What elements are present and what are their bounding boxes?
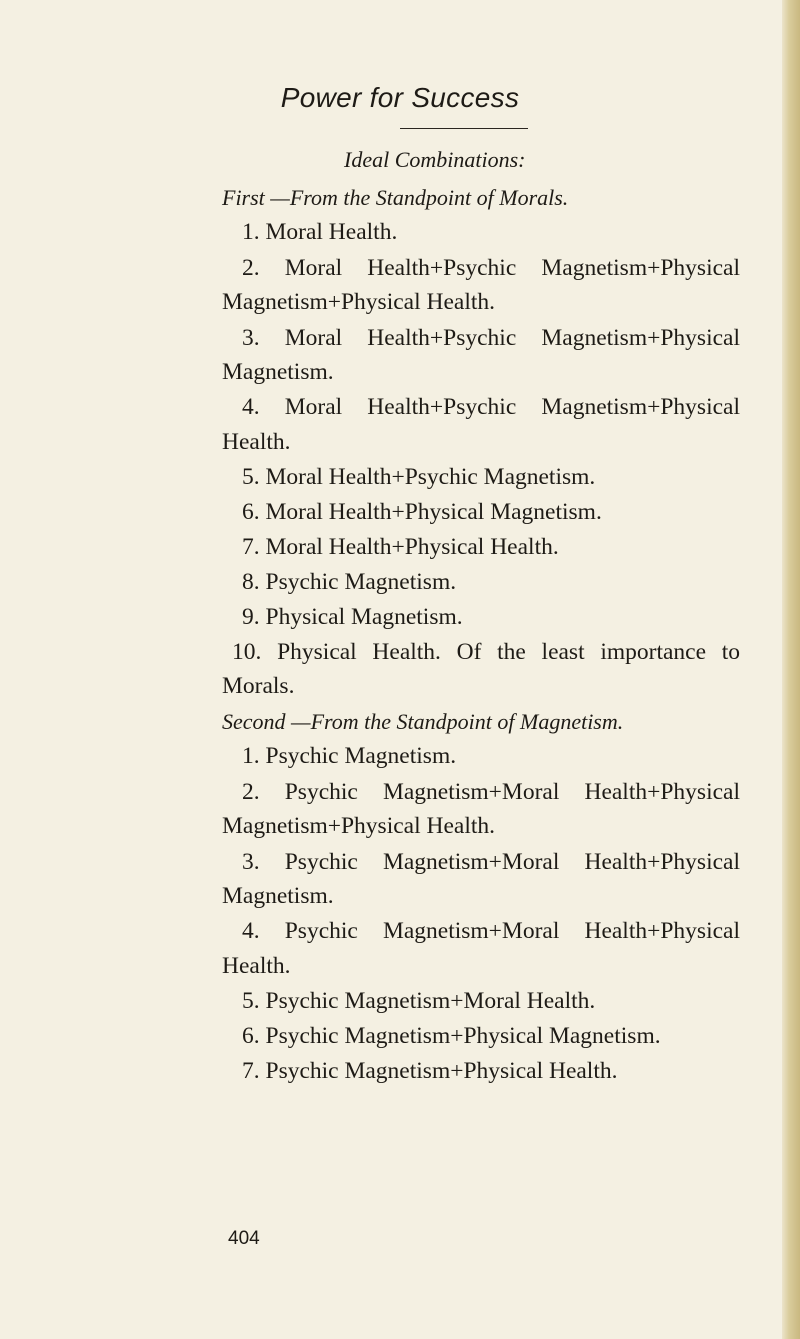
list-item-continuation: Health. [222, 429, 291, 455]
list-item: 6. Moral Health+Physical Magnetism. [242, 499, 602, 525]
list-item: 5. Psychic Magnetism+Moral Health. [242, 988, 596, 1014]
list-item: 10. Physical Health. Of the least importance to [232, 639, 740, 665]
page-edge [782, 0, 800, 1339]
list-item: 1. Moral Health. [242, 219, 398, 245]
list-item: 1. Psychic Magnetism. [242, 743, 457, 769]
list-item: 7. Psychic Magnetism+Physical Health. [242, 1058, 618, 1084]
list-item-continuation: Morals. [222, 673, 295, 699]
list-item: 6. Psychic Magnetism+Physical Magnetism. [242, 1023, 661, 1049]
list-item: 9. Physical Magnetism. [242, 604, 463, 630]
list-item-continuation: Health. [222, 953, 291, 979]
page-number: 404 [228, 1228, 260, 1249]
list-item: 4. Moral Health+Psychic Magnetism+Physical [242, 394, 740, 420]
list-item-continuation: Magnetism. [222, 883, 334, 909]
list-item: 4. Psychic Magnetism+Moral Health+Physical [242, 918, 740, 944]
list-item: 8. Psychic Magnetism. [242, 569, 457, 595]
list-item-continuation: Magnetism+Physical Health. [222, 813, 496, 839]
list-item: 3. Moral Health+Psychic Magnetism+Physical [242, 325, 740, 351]
list-item: 2. Moral Health+Psychic Magnetism+Physical [242, 255, 740, 281]
second-section-title: Second —From the Standpoint of Magnetism. [222, 709, 624, 734]
list-item: 7. Moral Health+Physical Health. [242, 534, 559, 560]
list-item: 2. Psychic Magnetism+Moral Health+Physical [242, 779, 740, 805]
list-item: 5. Moral Health+Psychic Magnetism. [242, 464, 596, 490]
section-heading: Ideal Combinations: [344, 147, 526, 172]
header-rule [400, 128, 528, 129]
list-item-continuation: Magnetism. [222, 359, 334, 385]
list-item-continuation: Magnetism+Physical Health. [222, 289, 496, 315]
first-section-title: First —From the Standpoint of Morals. [222, 185, 569, 210]
list-item: 3. Psychic Magnetism+Moral Health+Physical [242, 849, 740, 875]
running-head: Power for Success [280, 82, 520, 113]
